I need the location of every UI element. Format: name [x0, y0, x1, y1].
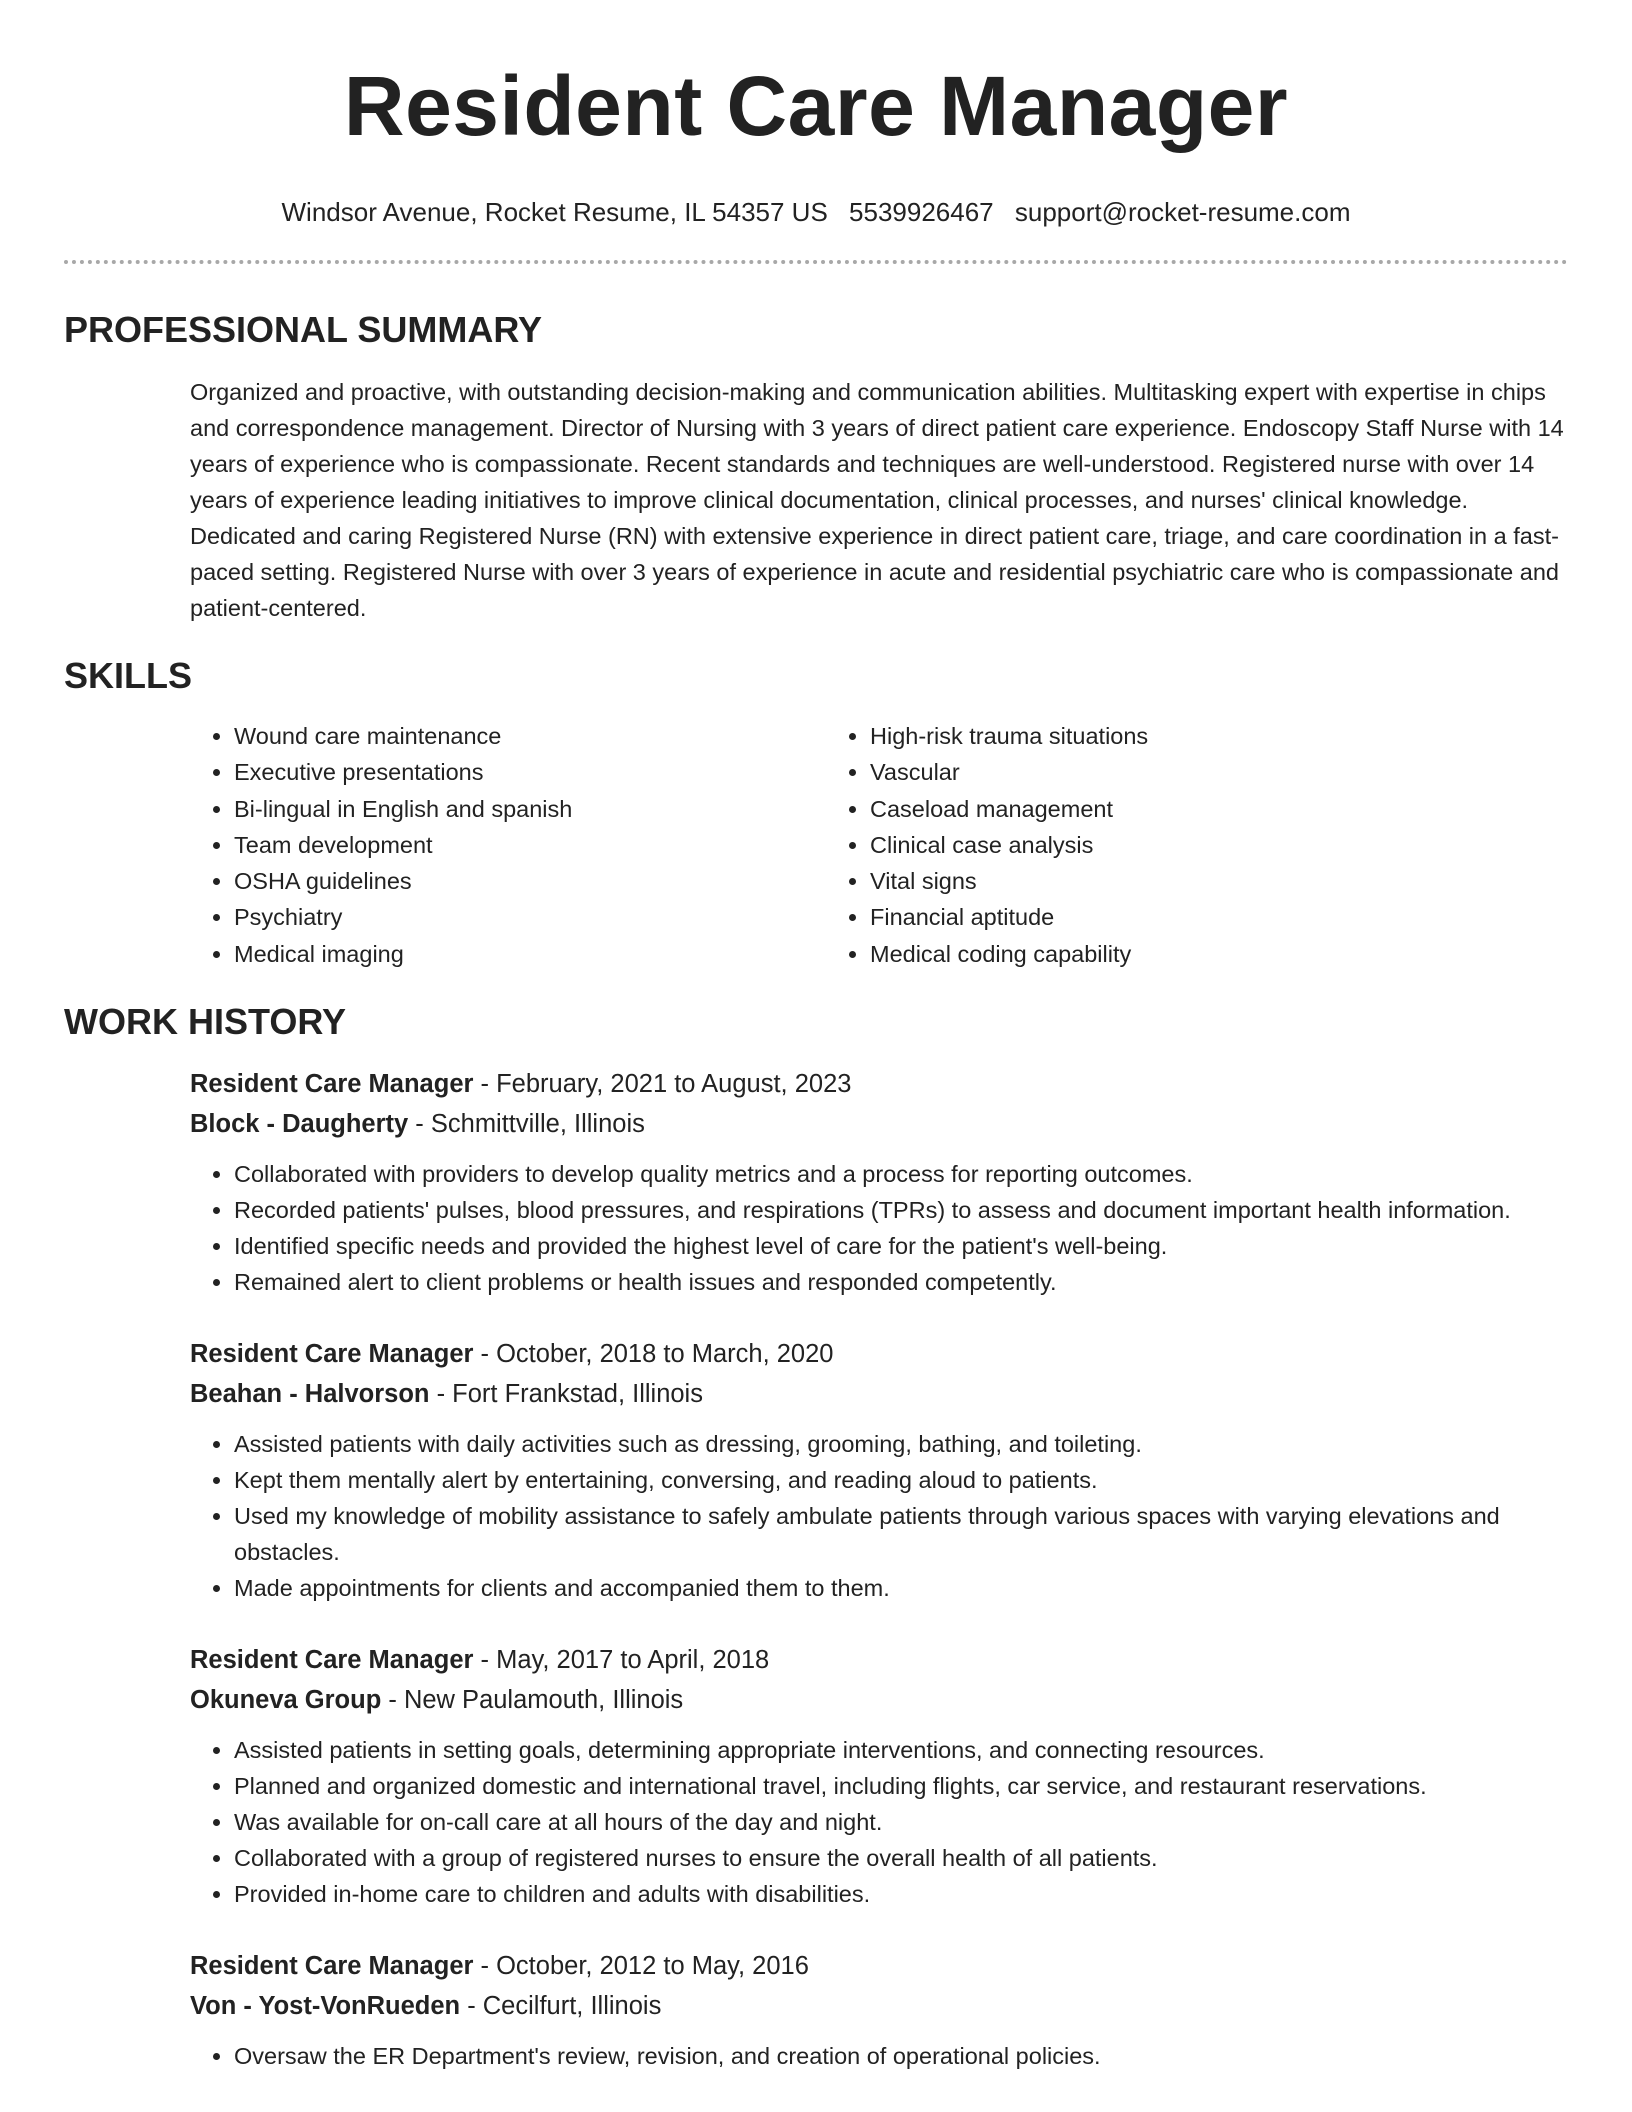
- job-company-line: [190, 1680, 1568, 1720]
- skill-item: • Wound care maintenance: [234, 718, 826, 754]
- job-location: - Cecilfurt, Illinois: [460, 1992, 662, 2021]
- skill-item: • Team development: [234, 827, 826, 863]
- work-history-section: [64, 1000, 1568, 2074]
- job-bullet: • Was available for on-call care at all hours of the day and night.: [234, 1804, 1568, 1840]
- job-bullet: • Oversaw the ER Department's review, revision, and creation of operational policies.: [234, 2038, 1568, 2074]
- skill-item: • Financial aptitude: [870, 899, 1462, 935]
- job-bullet: • Assisted patients with daily activities such as dressing, grooming, bathing, and toileting.: [234, 1426, 1568, 1462]
- job-entry: [190, 1640, 1568, 1912]
- job-bullet: • Provided in-home care to children and adults with disabilities.: [234, 1876, 1568, 1912]
- job-dates: - October, 2018 to March, 2020: [473, 1340, 834, 1369]
- job-title: Resident Care Manager: [190, 1340, 474, 1369]
- job-company-line: [190, 1104, 1568, 1144]
- header-divider: [64, 260, 1568, 264]
- job-bullets: [190, 1156, 1568, 1300]
- work-history-heading: WORK HISTORY: [64, 1001, 347, 1043]
- job-bullet: • Kept them mentally alert by entertaining, conversing, and reading aloud to patients.: [234, 1462, 1568, 1498]
- contact-address: Windsor Avenue, Rocket Resume, IL 54357 US: [281, 197, 828, 227]
- job-company-line: [190, 1374, 1568, 1414]
- job-location: - Fort Frankstad, Illinois: [429, 1380, 703, 1409]
- summary-heading: PROFESSIONAL SUMMARY: [64, 309, 543, 350]
- skills-section: [64, 654, 1568, 972]
- job-entry: [190, 1064, 1568, 1300]
- job-company: Okuneva Group: [190, 1686, 382, 1715]
- job-location: - Schmittville, Illinois: [408, 1110, 645, 1139]
- skills-list-right: [826, 718, 1462, 972]
- job-entry: [190, 1334, 1568, 1606]
- job-bullets: [190, 1732, 1568, 1912]
- job-title: Resident Care Manager: [190, 1070, 474, 1099]
- job-bullet: • Assisted patients in setting goals, determining appropriate interventions, and connecting resources.: [234, 1732, 1568, 1768]
- job-title-line: [190, 1334, 1568, 1374]
- contact-info: [64, 196, 1568, 228]
- skill-item: • OSHA guidelines: [234, 863, 826, 899]
- contact-phone: 5539926467: [849, 197, 994, 227]
- skills-columns: [190, 718, 1568, 972]
- job-company: Beahan - Halvorson: [190, 1380, 430, 1409]
- job-bullets: [190, 1426, 1568, 1606]
- candidate-name: Resident Care Manager: [343, 59, 1289, 153]
- job-dates: - May, 2017 to April, 2018: [473, 1646, 770, 1675]
- job-title-line: [190, 1064, 1568, 1104]
- job-company-line: [190, 1986, 1568, 2026]
- skill-item: • Bi-lingual in English and spanish: [234, 791, 826, 827]
- job-title: Resident Care Manager: [190, 1952, 474, 1981]
- job-title-line: [190, 1640, 1568, 1680]
- skill-item: • Medical coding capability: [870, 936, 1462, 972]
- summary-section: [64, 308, 1568, 626]
- skill-item: • Medical imaging: [234, 936, 826, 972]
- job-bullets: [190, 2038, 1568, 2074]
- job-bullet: • Remained alert to client problems or health issues and responded competently.: [234, 1264, 1568, 1300]
- skills-list-left: [190, 718, 826, 972]
- job-dates: - February, 2021 to August, 2023: [473, 1070, 852, 1099]
- summary-text: Organized and proactive, with outstanding decision-making and communication abilities. Multitasking expert with expertise in chips and correspondence management. Director of Nursing with 3 years of direct patient care experience. Endoscopy Staff Nurse with 14 years of experience who is compassionate. Recent standards and techniques are well-understood. Registered nurse with over 14 years of experience leading initiatives to improve clinical documentation, clinical processes, and nurses' clinical knowledge. Dedicated and caring Registered Nurse (RN) with extensive experience in direct patient care, triage, and care coordination in a fast-paced setting. Registered Nurse with over 3 years of experience in acute and residential psychiatric care who is compassionate and patient-centered.: [190, 379, 1564, 621]
- skill-item: • Executive presentations: [234, 754, 826, 790]
- skill-item: • Vascular: [870, 754, 1462, 790]
- skill-item: • Clinical case analysis: [870, 827, 1462, 863]
- skills-heading: SKILLS: [64, 655, 193, 696]
- job-bullet: • Collaborated with providers to develop quality metrics and a process for reporting outcomes.: [234, 1156, 1568, 1192]
- job-title-line: [190, 1946, 1568, 1986]
- skill-item: • Psychiatry: [234, 899, 826, 935]
- job-bullet: • Used my knowledge of mobility assistance to safely ambulate patients through various spaces with varying elevations and obstacles.: [234, 1498, 1568, 1570]
- job-bullet: • Collaborated with a group of registered nurses to ensure the overall health of all patients.: [234, 1840, 1568, 1876]
- job-entry: [190, 1946, 1568, 2074]
- job-company: Block - Daugherty: [190, 1110, 409, 1139]
- job-bullet: • Recorded patients' pulses, blood pressures, and respirations (TPRs) to assess and document important health information.: [234, 1192, 1568, 1228]
- contact-email: support@rocket-resume.com: [1014, 197, 1351, 227]
- skill-item: • Vital signs: [870, 863, 1462, 899]
- job-title: Resident Care Manager: [190, 1646, 474, 1675]
- skill-item: • Caseload management: [870, 791, 1462, 827]
- skill-item: • High-risk trauma situations: [870, 718, 1462, 754]
- job-bullet: • Made appointments for clients and accompanied them to them.: [234, 1570, 1568, 1606]
- job-bullet: • Planned and organized domestic and international travel, including flights, car service, and restaurant reservations.: [234, 1768, 1568, 1804]
- job-dates: - October, 2012 to May, 2016: [473, 1952, 809, 1981]
- job-location: - New Paulamouth, Illinois: [381, 1686, 684, 1715]
- job-company: Von - Yost-VonRueden: [190, 1992, 461, 2021]
- job-bullet: • Identified specific needs and provided the highest level of care for the patient's well-being.: [234, 1228, 1568, 1264]
